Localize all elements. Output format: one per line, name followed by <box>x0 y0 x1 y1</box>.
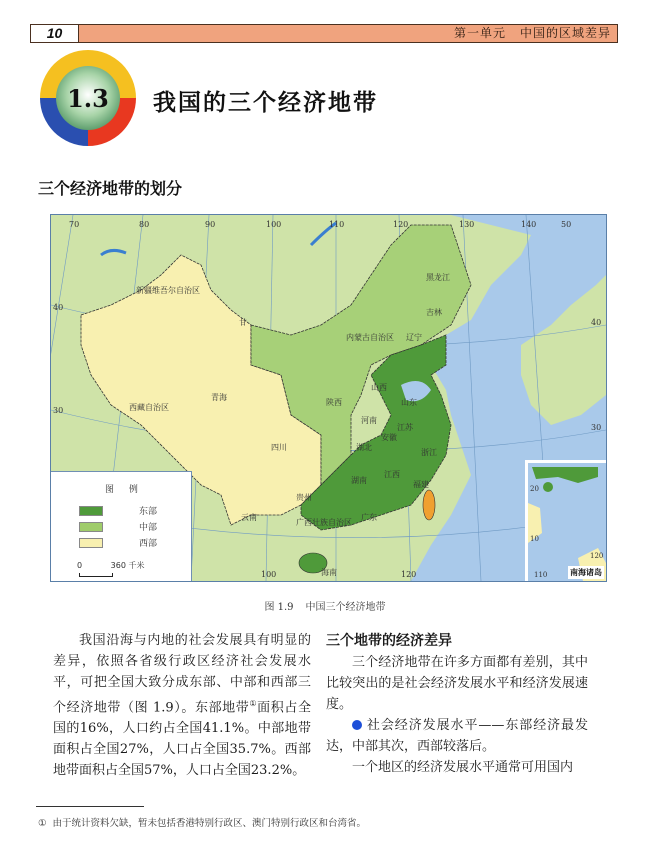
svg-text:120: 120 <box>393 220 409 229</box>
svg-text:河南: 河南 <box>361 416 377 425</box>
svg-text:70: 70 <box>69 220 80 229</box>
bullet-icon <box>352 720 362 730</box>
south-china-sea-inset <box>525 460 606 581</box>
bullet-paragraph <box>326 715 588 757</box>
svg-text:40: 40 <box>591 318 602 327</box>
legend-label-east: 东部 <box>139 507 158 517</box>
legend-item-west <box>79 536 157 549</box>
svg-text:10: 10 <box>530 535 539 543</box>
running-header <box>30 24 618 43</box>
header-band <box>79 25 617 42</box>
svg-text:陕西: 陕西 <box>326 398 342 407</box>
unit-label: 第一单元 <box>453 26 506 40</box>
gdp-paragraph: 一个地区的经济发展水平通常可用国内 <box>352 760 574 775</box>
right-column <box>326 630 588 778</box>
svg-text:贵州: 贵州 <box>296 493 312 502</box>
bullet-text: 社会经济发展水平——东部经济最发达，中部其次，西部较落后。 <box>326 718 588 754</box>
svg-text:40: 40 <box>53 303 64 312</box>
svg-text:80: 80 <box>139 220 150 229</box>
china-economic-zones-map <box>50 214 607 582</box>
svg-text:30: 30 <box>591 423 602 432</box>
svg-text:110: 110 <box>534 571 548 579</box>
intro-text-1: 我国沿海与内地的社会发展具有明显的差异，依照各省级行政区经济社会发展水平，可把全国大致分成东部、中部和西部三个经济地带（图 1.9）。东部地带 <box>53 633 311 716</box>
svg-text:福建: 福建 <box>413 480 429 489</box>
figure-number: 图 1.9 <box>264 602 294 613</box>
section-title: 我国的三个经济地带 <box>153 90 378 116</box>
page-number: 10 <box>31 25 79 42</box>
svg-text:浙江: 浙江 <box>421 448 437 457</box>
intro-paragraph <box>53 630 311 781</box>
scale-end: 360 千米 <box>110 561 145 570</box>
scale-start: 0 <box>77 561 83 570</box>
svg-text:广东: 广东 <box>361 513 377 522</box>
svg-text:吉林: 吉林 <box>426 308 442 317</box>
intro-text-2: 面积占全国的16%，人口约占全国41.1%。中部地带面积占全国27%，人口占全国35.7%。西部地带面积占全国57%，人口占全国23.2%。 <box>53 700 311 779</box>
figure-caption <box>0 598 650 613</box>
svg-text:湖北: 湖北 <box>356 443 372 452</box>
footnote-text: 由于统计资料欠缺，暂未包括香港特别行政区、澳门特别行政区和台湾省。 <box>52 818 367 829</box>
svg-text:黑龙江: 黑龙江 <box>426 273 450 282</box>
svg-text:西藏自治区: 西藏自治区 <box>129 403 169 412</box>
legend-item-central <box>79 520 157 533</box>
footnote-divider <box>36 806 144 807</box>
svg-text:100: 100 <box>261 570 277 579</box>
section-number: 1.3 <box>67 84 109 113</box>
svg-text:130: 130 <box>459 220 475 229</box>
footnote-marker: ① <box>38 818 47 829</box>
svg-text:青海: 青海 <box>211 393 227 402</box>
svg-text:山东: 山东 <box>401 398 417 407</box>
svg-text:100: 100 <box>266 220 282 229</box>
legend-label-central: 中部 <box>139 523 158 533</box>
economic-differences-heading: 三个地带的经济差异 <box>326 633 452 649</box>
svg-text:江苏: 江苏 <box>397 423 413 432</box>
svg-text:110: 110 <box>329 220 345 229</box>
svg-text:湖南: 湖南 <box>351 476 367 485</box>
svg-text:辽宁: 辽宁 <box>406 333 422 342</box>
svg-text:140: 140 <box>521 220 537 229</box>
legend-swatch-east <box>79 506 103 516</box>
subsection-title: 三个经济地带的划分 <box>38 179 183 198</box>
svg-text:四川: 四川 <box>271 443 287 452</box>
differences-paragraph: 三个经济地带在许多方面都有差别，其中比较突出的是社会经济发展水平和经济发展速度。 <box>326 655 588 712</box>
legend-title: 图 例 <box>105 485 144 495</box>
inset-label: 南海诸岛 <box>570 568 602 577</box>
svg-text:120: 120 <box>401 570 417 579</box>
footnote <box>38 815 366 829</box>
left-column <box>53 630 311 781</box>
svg-text:50: 50 <box>561 220 572 229</box>
svg-text:内蒙古自治区: 内蒙古自治区 <box>346 333 394 342</box>
svg-text:广西壮族自治区: 广西壮族自治区 <box>296 518 352 527</box>
unit-title: 中国的区域差异 <box>519 26 611 40</box>
scale-text <box>77 560 144 571</box>
svg-text:云南: 云南 <box>241 513 257 522</box>
svg-text:江西: 江西 <box>384 470 400 479</box>
legend-swatch-central <box>79 522 103 532</box>
svg-text:安徽: 安徽 <box>381 433 397 442</box>
svg-text:20: 20 <box>530 485 539 493</box>
scale-bar <box>79 573 113 577</box>
svg-text:海南: 海南 <box>321 568 337 577</box>
svg-text:90: 90 <box>205 220 216 229</box>
figure-title: 中国三个经济地带 <box>305 602 386 613</box>
svg-text:新疆维吾尔自治区: 新疆维吾尔自治区 <box>136 286 200 295</box>
map-legend <box>51 471 192 582</box>
svg-text:山西: 山西 <box>371 383 387 392</box>
svg-text:甘: 甘 <box>239 318 247 327</box>
footnote-ref[interactable]: ① <box>249 699 258 708</box>
section-number-badge <box>38 48 138 148</box>
legend-label-west: 西部 <box>139 539 158 549</box>
svg-text:120: 120 <box>590 552 604 560</box>
legend-swatch-west <box>79 538 103 548</box>
svg-text:30: 30 <box>53 406 64 415</box>
legend-item-east <box>79 504 157 517</box>
